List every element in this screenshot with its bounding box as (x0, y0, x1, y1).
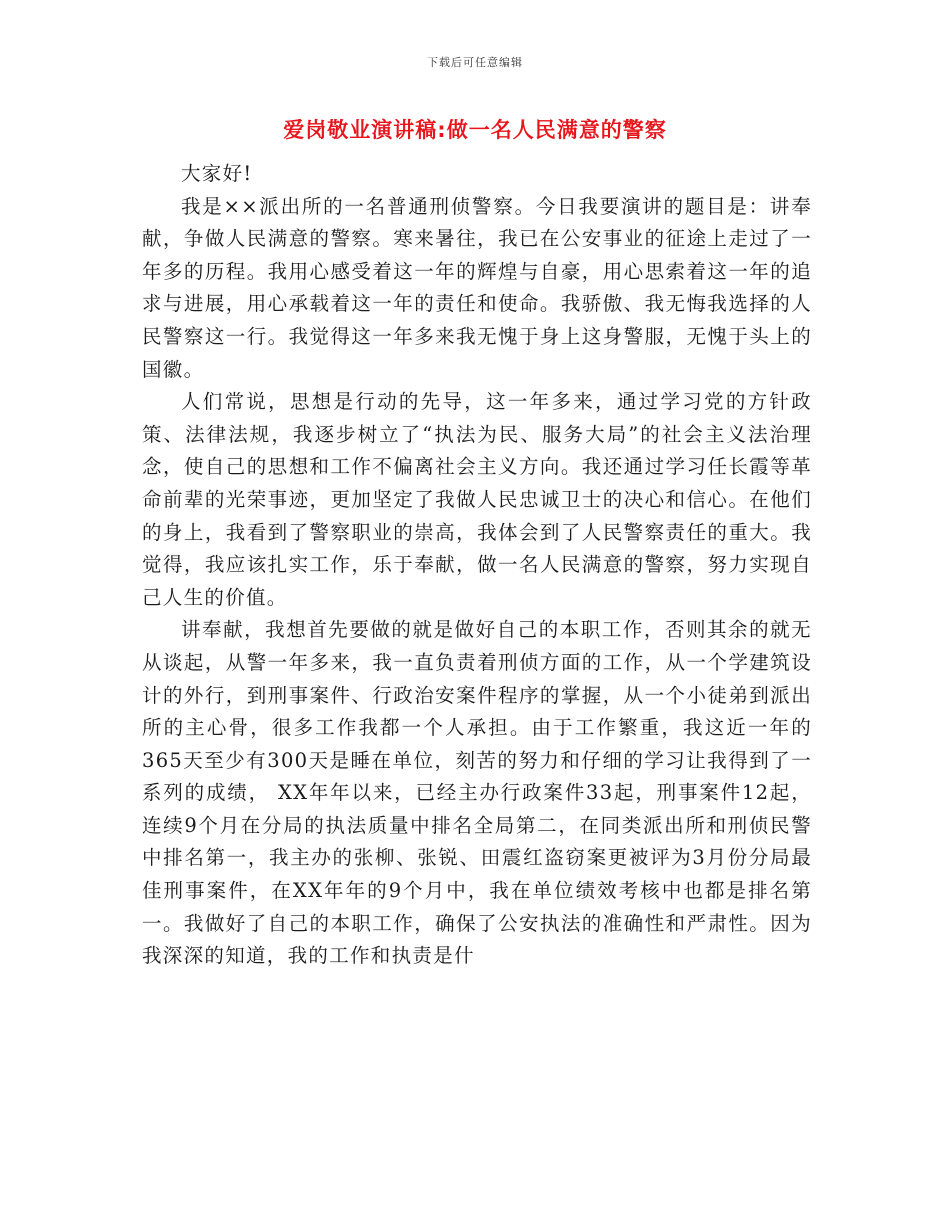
document-body (142, 158, 812, 973)
paragraph: 讲奉献，我想首先要做的就是做好自己的本职工作，否则其余的就无从谈起，从警一年多来，我一直负责着刑侦方面的工作，从一个学建筑设计的外行，到刑事案件、行政治安案件程序的掌握，从一个小徒弟到派出所的主心骨，很多工作我都一个人承担。由于工作繁重，我这近一年的365天至少有300天是睡在单位，刻苦的努力和仔细的学习让我得到了一系列的成绩， XX年年以来，已经主办行政案件33起，刑事案件12起，连续9个月在分局的执法质量中排名全局第二，在同类派出所和刑侦民警中排名第一，我主办的张柳、张锐、田震红盗窃案更被评为3月份分局最佳刑事案件，在XX年年的9个月中，我在单位绩效考核中也都是排名第一。我做好了自己的本职工作，确保了公安执法的准确性和严肃性。因为我深深的知道，我的工作和执责是什 (142, 618, 812, 968)
paragraph: 我是××派出所的一名普通刑侦警察。今日我要演讲的题目是：讲奉献，争做人民满意的警察。寒来暑往，我已在公安事业的征途上走过了一年多的历程。我用心感受着这一年的辉煌与自豪，用心思索着这一年的追求与进展，用心承载着这一年的责任和使命。我骄傲、我无悔我选择的人民警察这一行。我觉得这一年多来我无愧于身上这身警服，无愧于头上的国徽。 (142, 194, 812, 381)
document-title: 爱岗敬业演讲稿:做一名人民满意的警察 (283, 118, 667, 142)
header-note: 下载后可任意编辑 (427, 56, 523, 69)
paragraph: 人们常说，思想是行动的先导，这一年多来，通过学习党的方针政策、法律法规，我逐步树立了“执法为民、服务大局”的社会主义法治理念，使自己的思想和工作不偏离社会主义方向。我还通过学习任长霞等革命前辈的光荣事迹，更加坚定了我做人民忠诚卫士的决心和信心。在他们的身上，我看到了警察职业的崇高，我体会到了人民警察责任的重大。我觉得，我应该扎实工作，乐于奉献，做一名人民满意的警察，努力实现自己人生的价值。 (142, 390, 812, 609)
paragraph-greeting: 大家好! (181, 162, 253, 185)
